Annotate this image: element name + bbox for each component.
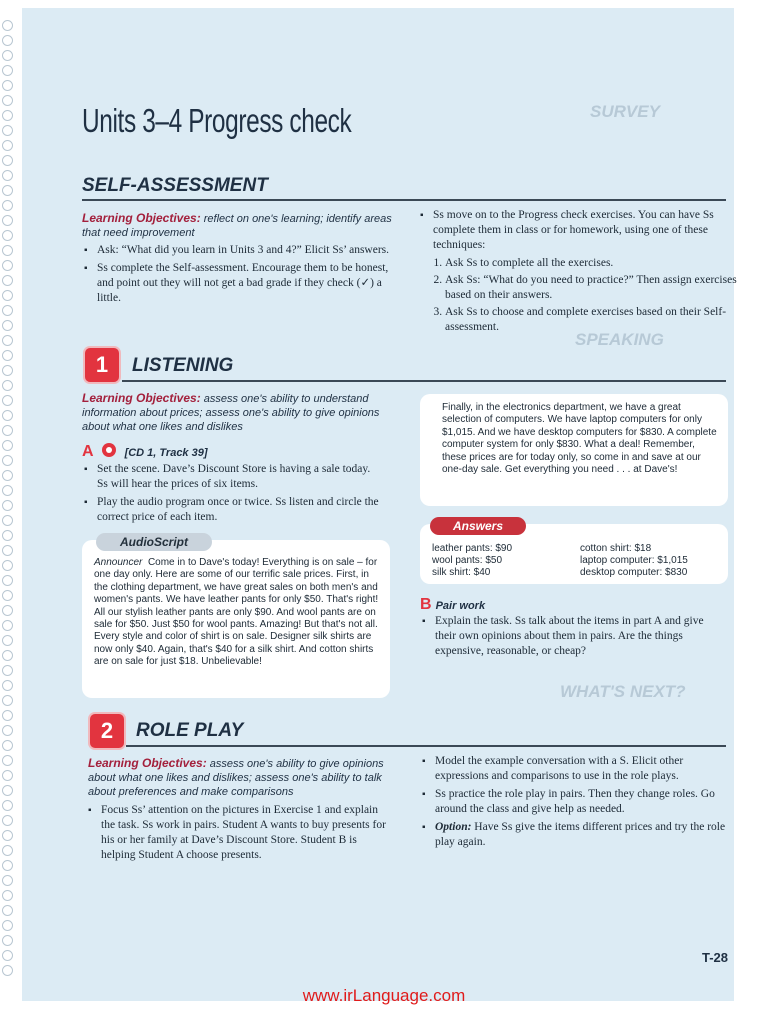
binding-ring bbox=[2, 725, 13, 736]
binding-ring bbox=[2, 650, 13, 661]
listening-heading: LISTENING bbox=[132, 355, 234, 376]
list-item: 3. Ask Ss to choose and complete exercises based on their Self-assessment. bbox=[445, 305, 743, 335]
listening-objectives bbox=[82, 391, 392, 434]
binding-ring bbox=[2, 635, 13, 646]
objectives-label: Learning Objectives: bbox=[82, 391, 201, 405]
binding-ring bbox=[2, 425, 13, 436]
listening-rule bbox=[122, 380, 726, 382]
list-item: ▪ Ask: “What did you learn in Units 3 and 4?” Elicit Ss’ answers. bbox=[82, 243, 392, 258]
list-item: ▪ Set the scene. Dave’s Discount Store is having a sale today. Ss will hear the prices of six items. bbox=[82, 462, 382, 492]
list-item: 2. Ask Ss: “What do you need to practice?” Then assign exercises based on their answers. bbox=[445, 273, 743, 303]
part-a-letter: A bbox=[82, 443, 94, 460]
binding-ring bbox=[2, 230, 13, 241]
role-play-objectives bbox=[88, 756, 393, 799]
self-assessment-objectives bbox=[82, 211, 392, 240]
answers-label: Answers bbox=[430, 517, 526, 535]
role-play-heading: ROLE PLAY bbox=[136, 720, 244, 741]
binding-ring bbox=[2, 200, 13, 211]
section-number-badge: 2 bbox=[90, 714, 124, 748]
binding-ring bbox=[2, 80, 13, 91]
part-b-title: Pair work bbox=[435, 600, 486, 612]
binding-ring bbox=[2, 680, 13, 691]
binding-ring bbox=[2, 935, 13, 946]
answer-item: wool pants: $50 bbox=[432, 555, 503, 566]
answer-item: leather pants: $90 bbox=[432, 543, 513, 554]
self-assessment-bullets bbox=[82, 243, 392, 309]
binding-ring bbox=[2, 470, 13, 481]
self-assessment-rule bbox=[82, 199, 726, 201]
page-title: Units 3–4 Progress check bbox=[82, 102, 352, 139]
part-b-bullets bbox=[420, 614, 726, 662]
binding-ring bbox=[2, 215, 13, 226]
list-item: ▪ Ss practice the role play in pairs. Then they change roles. Go around the class and give help as needed. bbox=[420, 787, 726, 817]
binding-ring bbox=[2, 485, 13, 496]
binding-ring bbox=[2, 545, 13, 556]
speaker-label: Announcer bbox=[94, 557, 143, 568]
binding-ring bbox=[2, 350, 13, 361]
answer-item: desktop computer: $830 bbox=[580, 567, 688, 578]
binding-ring bbox=[2, 965, 13, 976]
binding-ring bbox=[2, 320, 13, 331]
list-item: ▪ Ss move on to the Progress check exercises. You can have Ss complete them in class or for homework, using one of these techniques: bbox=[418, 208, 728, 253]
bleed-through-speaking: SPEAKING bbox=[575, 330, 664, 349]
audioscript-body: Come in to Dave's today! Everything is on sale – for one day only. Here are some of our terrific sale prices. First, in the clothing department, we have great sales on both men's and women's pants. We have leather pants for only $50. That's right! All our stylish leather pants are only $90. And wool pants are on sale for $50. Just $50 for wool pants. Amazing! But that's not all. Every style and color of shirt is on sale. Designer silk shirts are now only $40. Again, that's $40 for a silk shirt. And cotton shirts are on sale for just $18. Unbelievable! bbox=[94, 557, 379, 668]
binding-ring bbox=[2, 665, 13, 676]
audioscript-text bbox=[94, 557, 380, 669]
list-item: ▪ Ss complete the Self-assessment. Encourage them to be honest, and point out they will not get a bad grade if they check (✓) a little. bbox=[82, 261, 392, 306]
part-a-header bbox=[82, 443, 208, 461]
binding-ring bbox=[2, 20, 13, 31]
objectives-text: reflect on one's learning; identify areas that need improvement bbox=[82, 213, 392, 239]
self-assessment-right-bullet bbox=[418, 208, 728, 256]
binding-ring bbox=[2, 875, 13, 886]
answers-table bbox=[432, 543, 688, 579]
binding-ring bbox=[2, 290, 13, 301]
binding-ring bbox=[2, 575, 13, 586]
binding-ring bbox=[2, 440, 13, 451]
objectives-label: Learning Objectives: bbox=[88, 756, 207, 770]
spiral-binding bbox=[0, 20, 20, 980]
binding-ring bbox=[2, 65, 13, 76]
binding-ring bbox=[2, 950, 13, 961]
binding-ring bbox=[2, 275, 13, 286]
binding-ring bbox=[2, 50, 13, 61]
binding-ring bbox=[2, 530, 13, 541]
binding-ring bbox=[2, 845, 13, 856]
objectives-label: Learning Objectives: bbox=[82, 211, 201, 225]
binding-ring bbox=[2, 800, 13, 811]
techniques-list bbox=[430, 256, 743, 337]
binding-ring bbox=[2, 695, 13, 706]
list-item: ▪ Model the example conversation with a S. Elicit other expressions and comparisons to use in the role plays. bbox=[420, 754, 726, 784]
binding-ring bbox=[2, 395, 13, 406]
answer-item: laptop computer: $1,015 bbox=[580, 555, 688, 566]
option-text: Have Ss give the items different prices and try the role play again. bbox=[435, 821, 726, 848]
binding-ring bbox=[2, 770, 13, 781]
binding-ring bbox=[2, 905, 13, 916]
binding-ring bbox=[2, 785, 13, 796]
page-number: T-28 bbox=[702, 950, 729, 965]
binding-ring bbox=[2, 620, 13, 631]
track-label: [CD 1, Track 39] bbox=[124, 447, 208, 459]
binding-ring bbox=[2, 515, 13, 526]
binding-ring bbox=[2, 35, 13, 46]
binding-ring bbox=[2, 710, 13, 721]
answer-item: cotton shirt: $18 bbox=[580, 543, 652, 554]
binding-ring bbox=[2, 920, 13, 931]
binding-ring bbox=[2, 305, 13, 316]
section-number-badge: 1 bbox=[85, 348, 119, 382]
binding-ring bbox=[2, 245, 13, 256]
objectives-text: assess one's ability to give opinions about what one likes and dislikes; assess one's ability to talk about preferences and make comparisons bbox=[88, 758, 384, 798]
audioscript-label: AudioScript bbox=[96, 533, 212, 551]
binding-ring bbox=[2, 125, 13, 136]
binding-ring bbox=[2, 560, 13, 571]
binding-ring bbox=[2, 500, 13, 511]
binding-ring bbox=[2, 590, 13, 601]
answer-item: silk shirt: $40 bbox=[432, 567, 491, 578]
binding-ring bbox=[2, 860, 13, 871]
binding-ring bbox=[2, 95, 13, 106]
binding-ring bbox=[2, 140, 13, 151]
binding-ring bbox=[2, 260, 13, 271]
list-item: ▪ Play the audio program once or twice. Ss listen and circle the correct price of each item. bbox=[82, 495, 382, 525]
binding-ring bbox=[2, 110, 13, 121]
list-item: ▪ Focus Ss’ attention on the pictures in Exercise 1 and explain the task. Ss work in pairs. Student A wants to buy presents for his or her family at Dave’s Discount Store. Student B is helping Student A choose presents. bbox=[86, 803, 391, 863]
binding-ring bbox=[2, 890, 13, 901]
binding-ring bbox=[2, 830, 13, 841]
watermark-link[interactable]: www.irLanguage.com bbox=[302, 986, 466, 1005]
binding-ring bbox=[2, 605, 13, 616]
list-item: 1. Ask Ss to complete all the exercises. bbox=[445, 256, 743, 271]
option-label: Option: bbox=[435, 821, 472, 833]
part-b-header bbox=[420, 596, 485, 614]
role-play-rule bbox=[126, 745, 726, 747]
cd-audio-icon bbox=[102, 443, 116, 457]
list-item: ▪ Explain the task. Ss talk about the items in part A and give their own opinions about them in pairs. Are the things expensive, reasonable, or cheap? bbox=[420, 614, 726, 659]
binding-ring bbox=[2, 815, 13, 826]
bleed-through-survey: SURVEY bbox=[590, 102, 660, 121]
objectives-text: assess one's ability to understand information about prices; assess one's ability to give opinions about what one likes and dislikes bbox=[82, 393, 380, 433]
binding-ring bbox=[2, 335, 13, 346]
part-b-letter: B bbox=[420, 596, 432, 613]
bleed-through-whats-next: WHAT'S NEXT? bbox=[560, 682, 686, 701]
part-a-bullets bbox=[82, 462, 382, 528]
binding-ring bbox=[2, 170, 13, 181]
binding-ring bbox=[2, 155, 13, 166]
audioscript-continued-text: Finally, in the electronics department, we have a great selection of computers. We have laptop computers for only $1,015. And we have desktop computers for $830. A complete computer system for only $830. What a deal! Remember, these prices are for today only, so come in and save at our one-day sale. Get everything you need . . . at Dave's! bbox=[442, 402, 717, 476]
binding-ring bbox=[2, 740, 13, 751]
binding-ring bbox=[2, 380, 13, 391]
list-item bbox=[420, 820, 726, 850]
role-play-left-bullets bbox=[86, 803, 391, 866]
role-play-right-bullets bbox=[420, 754, 726, 853]
binding-ring bbox=[2, 755, 13, 766]
binding-ring bbox=[2, 365, 13, 376]
binding-ring bbox=[2, 455, 13, 466]
self-assessment-heading: SELF-ASSESSMENT bbox=[82, 175, 268, 196]
binding-ring bbox=[2, 185, 13, 196]
binding-ring bbox=[2, 410, 13, 421]
